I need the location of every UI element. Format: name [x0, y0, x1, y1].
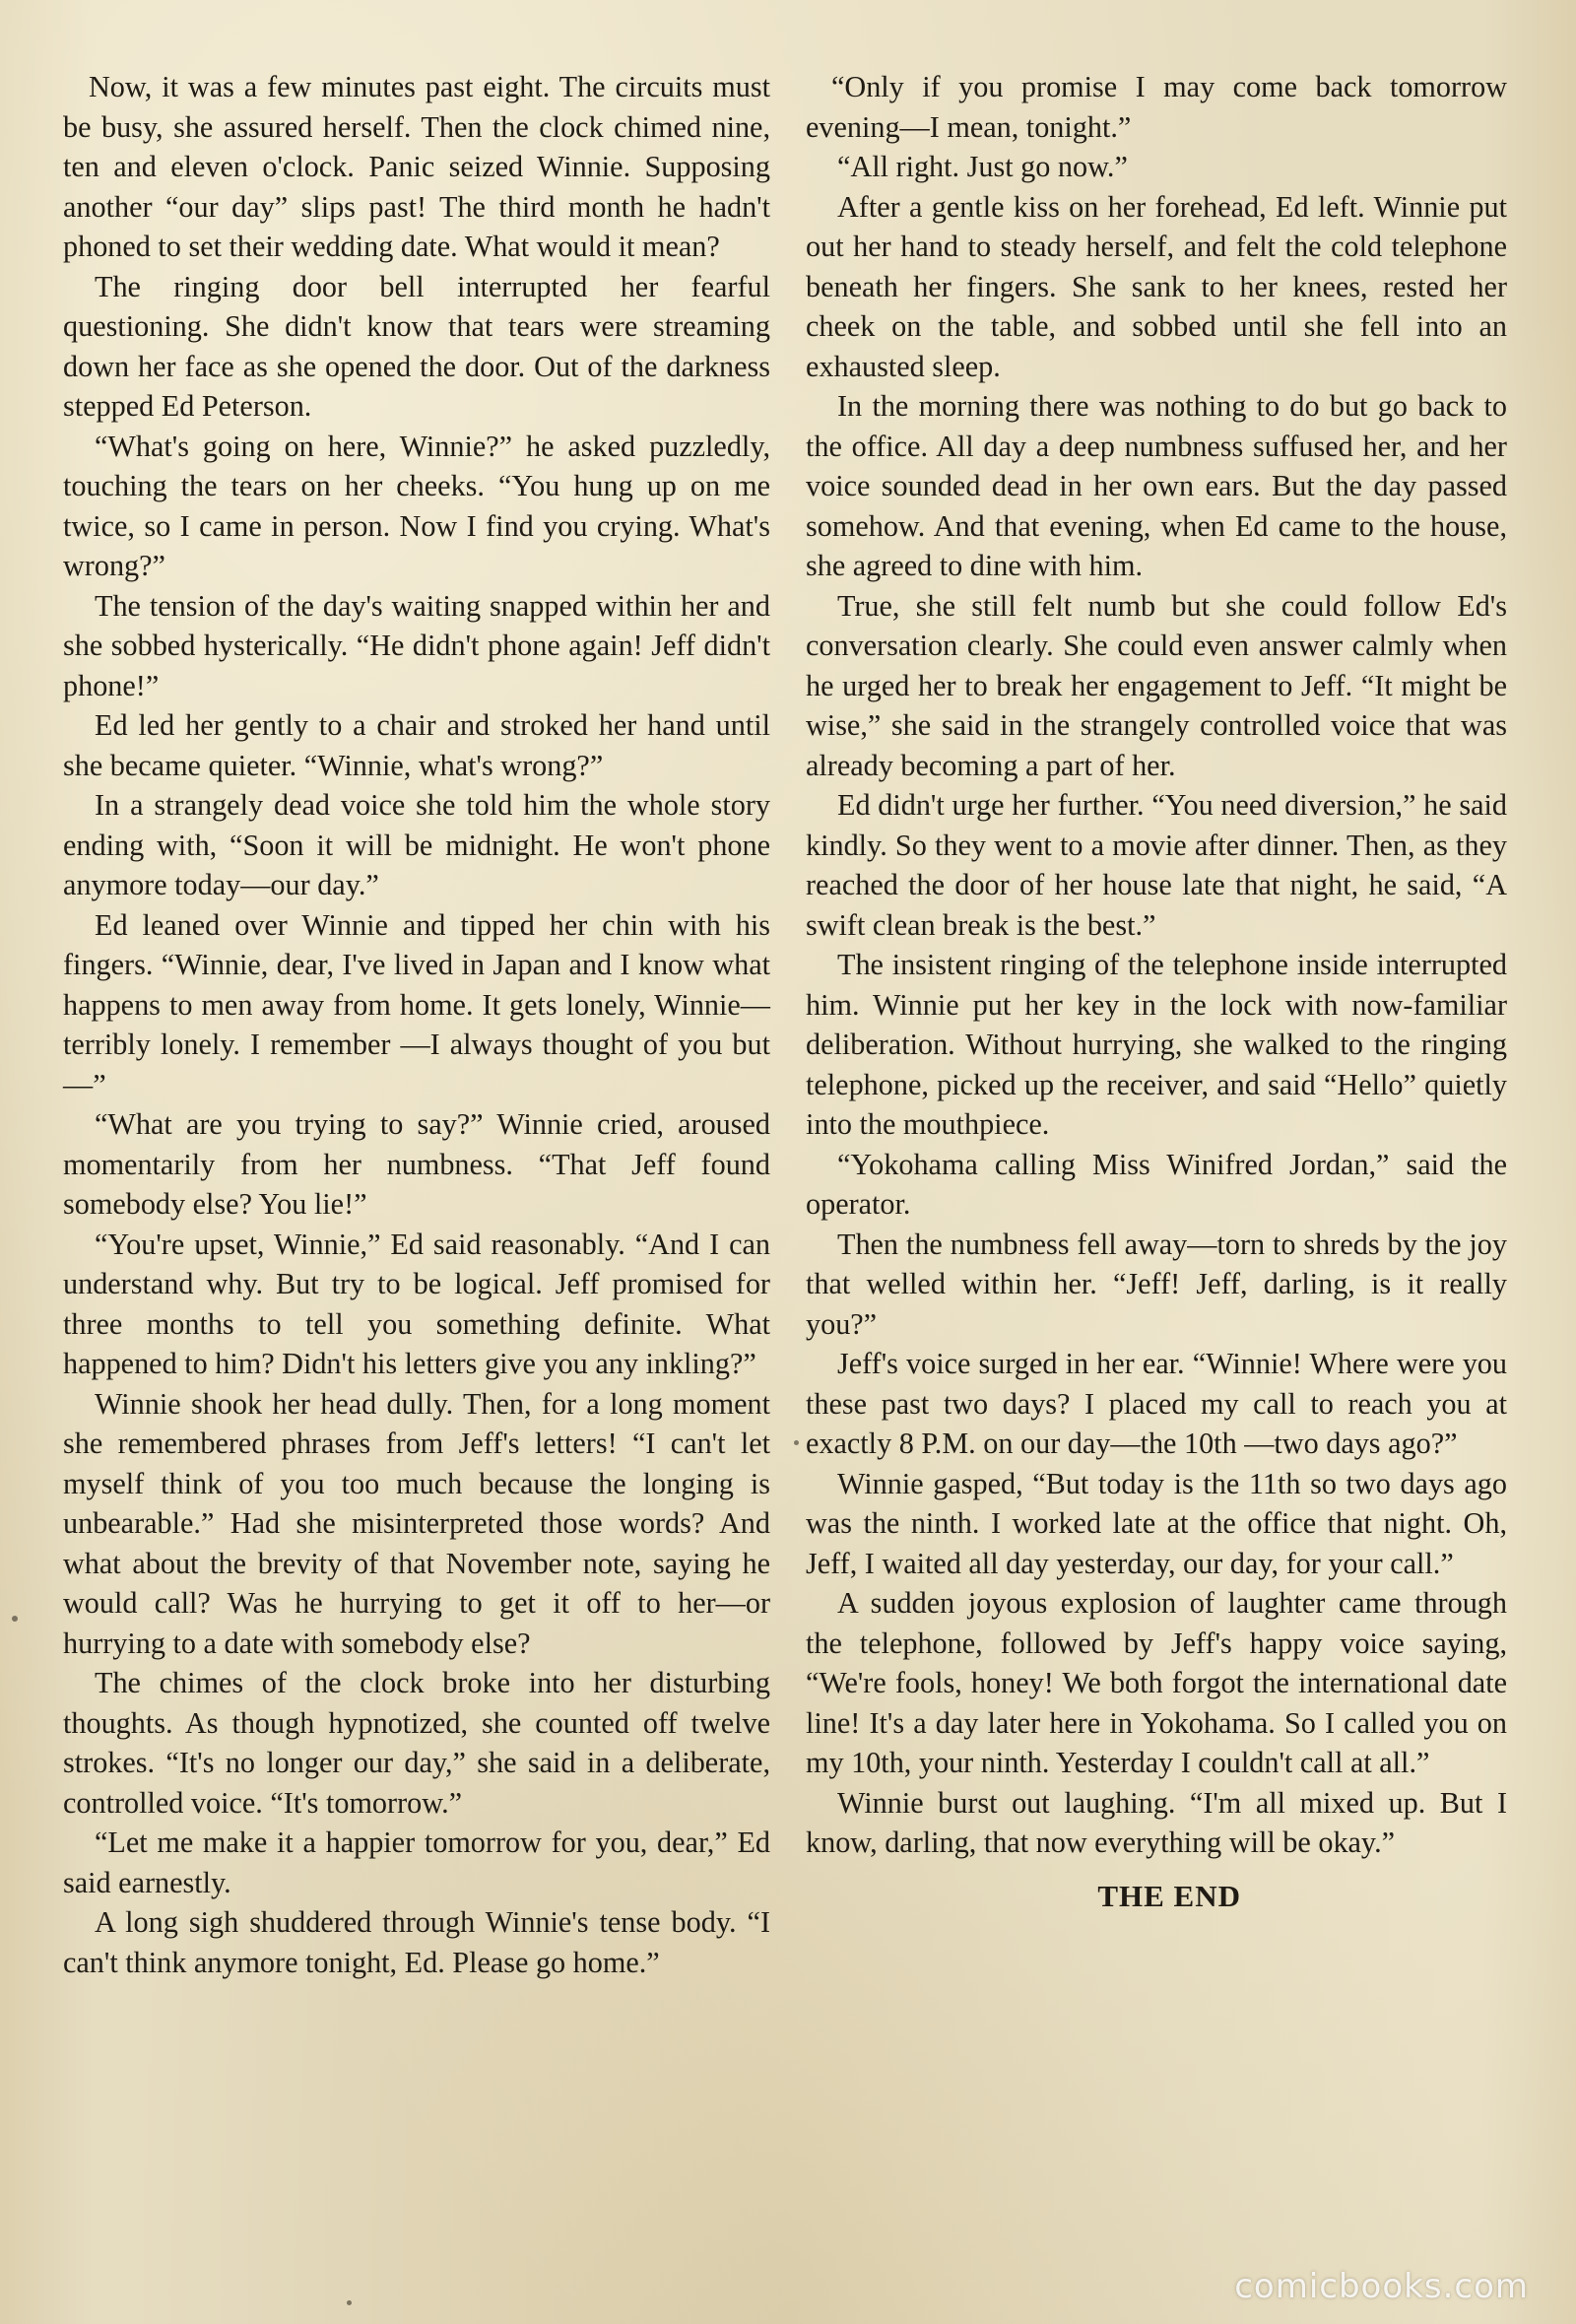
paragraph: Ed led her gently to a chair and stroked her hand until she became quieter. “Winnie, what's wrong?”	[63, 708, 770, 782]
print-speck	[347, 2300, 352, 2305]
paragraph: In a strangely dead voice she told him the whole story ending with, “Soon it will be midnight. He won't phone anymore today—our day.”	[63, 788, 770, 901]
paragraph: A sudden joyous explosion of laughter came through the telephone, followed by Jeff's happy voice saying, “We're fools, honey! We both forgot the international date line! It's a day later here in Yokohama. So I called you on my 10th, your ninth. Yesterday I couldn't call at all.”	[806, 1586, 1507, 1779]
paragraph: The insistent ringing of the telephone inside interrupted him. Winnie put her key in the lock with now-familiar deliberation. Without hurrying, she walked to the ringing telephone, picked up the receiver, and said “Hello” quietly into the mouthpiece.	[806, 948, 1507, 1141]
paragraph: “What are you trying to say?” Winnie cried, aroused momentarily from her numbness. “That Jeff found somebody else? You lie!”	[63, 1107, 770, 1221]
paragraph: Ed didn't urge her further. “You need diversion,” he said kindly. So they went to a movie after dinner. Then, as they reached the door of her house late that night, he said, “A swift clean break is the best.”	[806, 788, 1507, 942]
right-text-column	[806, 67, 1507, 1916]
paragraph: “Yokohama calling Miss Winifred Jordan,” said the operator.	[806, 1147, 1507, 1221]
paragraph: “You're upset, Winnie,” Ed said reasonably. “And I can understand why. But try to be logical. Jeff promised for three months to tell you something definite. What happened to him? Didn't his letters give you any inkling?”	[63, 1227, 770, 1380]
paragraph: “Let me make it a happier tomorrow for you, dear,” Ed said earnestly.	[63, 1826, 770, 1899]
paragraph: “Only if you promise I may come back tomorrow evening—I mean, tonight.”	[806, 70, 1507, 144]
site-watermark: comicbooks.com	[1234, 2267, 1529, 2306]
paragraph: Ed leaned over Winnie and tipped her chin with his fingers. “Winnie, dear, I've lived in Japan and I know what happens to men away from home. It gets lonely, Winnie—terribly lonely. I remember —I always thought of you but—”	[63, 907, 770, 1101]
print-speck	[12, 1616, 18, 1622]
paragraph: “What's going on here, Winnie?” he asked puzzledly, touching the tears on her cheeks. “You hung up on me twice, so I came in person. Now I find you crying. What's wrong?”	[63, 429, 770, 582]
paragraph: Jeff's voice surged in her ear. “Winnie! Where were you these past two days? I placed my call to reach you at exactly 8 P.M. on our day—the 10th —two days ago?”	[806, 1347, 1507, 1460]
paragraph: Then the numbness fell away—torn to shreds by the joy that welled within her. “Jeff! Jeff, darling, is it really you?”	[806, 1227, 1507, 1341]
paragraph: Winnie burst out laughing. “I'm all mixed up. But I know, darling, that now everything will be okay.”	[806, 1785, 1507, 1859]
paragraph: In the morning there was nothing to do but go back to the office. All day a deep numbness suffused her, and her voice sounded dead in her own ears. But the day passed somehow. And that evening, when Ed came to the house, she agreed to dine with him.	[806, 389, 1507, 582]
paragraph: Winnie gasped, “But today is the 11th so two days ago was the ninth. I worked late at the office that night. Oh, Jeff, I waited all day yesterday, our day, for your call.”	[806, 1466, 1507, 1580]
paragraph: “All right. Just go now.”	[837, 150, 1128, 183]
paragraph: The chimes of the clock broke into her disturbing thoughts. As though hypnotized, she counted off twelve strokes. “It's no longer our day,” she said in a deliberate, controlled voice. “It's tomorrow.”	[63, 1666, 770, 1820]
paragraph: Winnie shook her head dully. Then, for a long moment she remembered phrases from Jeff's letters! “I can't let myself think of you too much because the longing is unbearable.” Had she misinterpreted those words? And what about the brevity of that November note, saying he would call? Was he hurrying to get it off to her—or hurrying to a date with somebody else?	[63, 1386, 770, 1660]
left-text-column	[63, 67, 770, 1982]
paragraph: True, she still felt numb but she could follow Ed's conversation clearly. She could even answer calmly when he urged her to break her engagement to Jeff. “It might be wise,” she said in the strangely controlled voice that was already becoming a part of her.	[806, 588, 1507, 782]
paragraph: Now, it was a few minutes past eight. The circuits must be busy, she assured herself. Then the clock chimed nine, ten and eleven o'clock. Panic seized Winnie. Supposing another “our day” slips past! The third month he hadn't phoned to set their wedding date. What would it mean?	[63, 70, 770, 263]
paragraph: After a gentle kiss on her forehead, Ed left. Winnie put out her hand to steady herself, and felt the cold telephone beneath her fingers. She sank to her knees, rested her cheek on the table, and sobbed until she fell into an exhausted sleep.	[806, 189, 1507, 383]
the-end-mark: THE END	[1097, 1878, 1241, 1913]
paragraph: The tension of the day's waiting snapped within her and she sobbed hysterically. “He didn't phone again! Jeff didn't phone!”	[63, 588, 770, 702]
print-speck	[794, 1440, 799, 1445]
paragraph: A long sigh shuddered through Winnie's tense body. “I can't think anymore tonight, Ed. Please go home.”	[63, 1905, 770, 1979]
paragraph: The ringing door bell interrupted her fearful questioning. She didn't know that tears were streaming down her face as she opened the door. Out of the darkness stepped Ed Peterson.	[63, 269, 770, 423]
